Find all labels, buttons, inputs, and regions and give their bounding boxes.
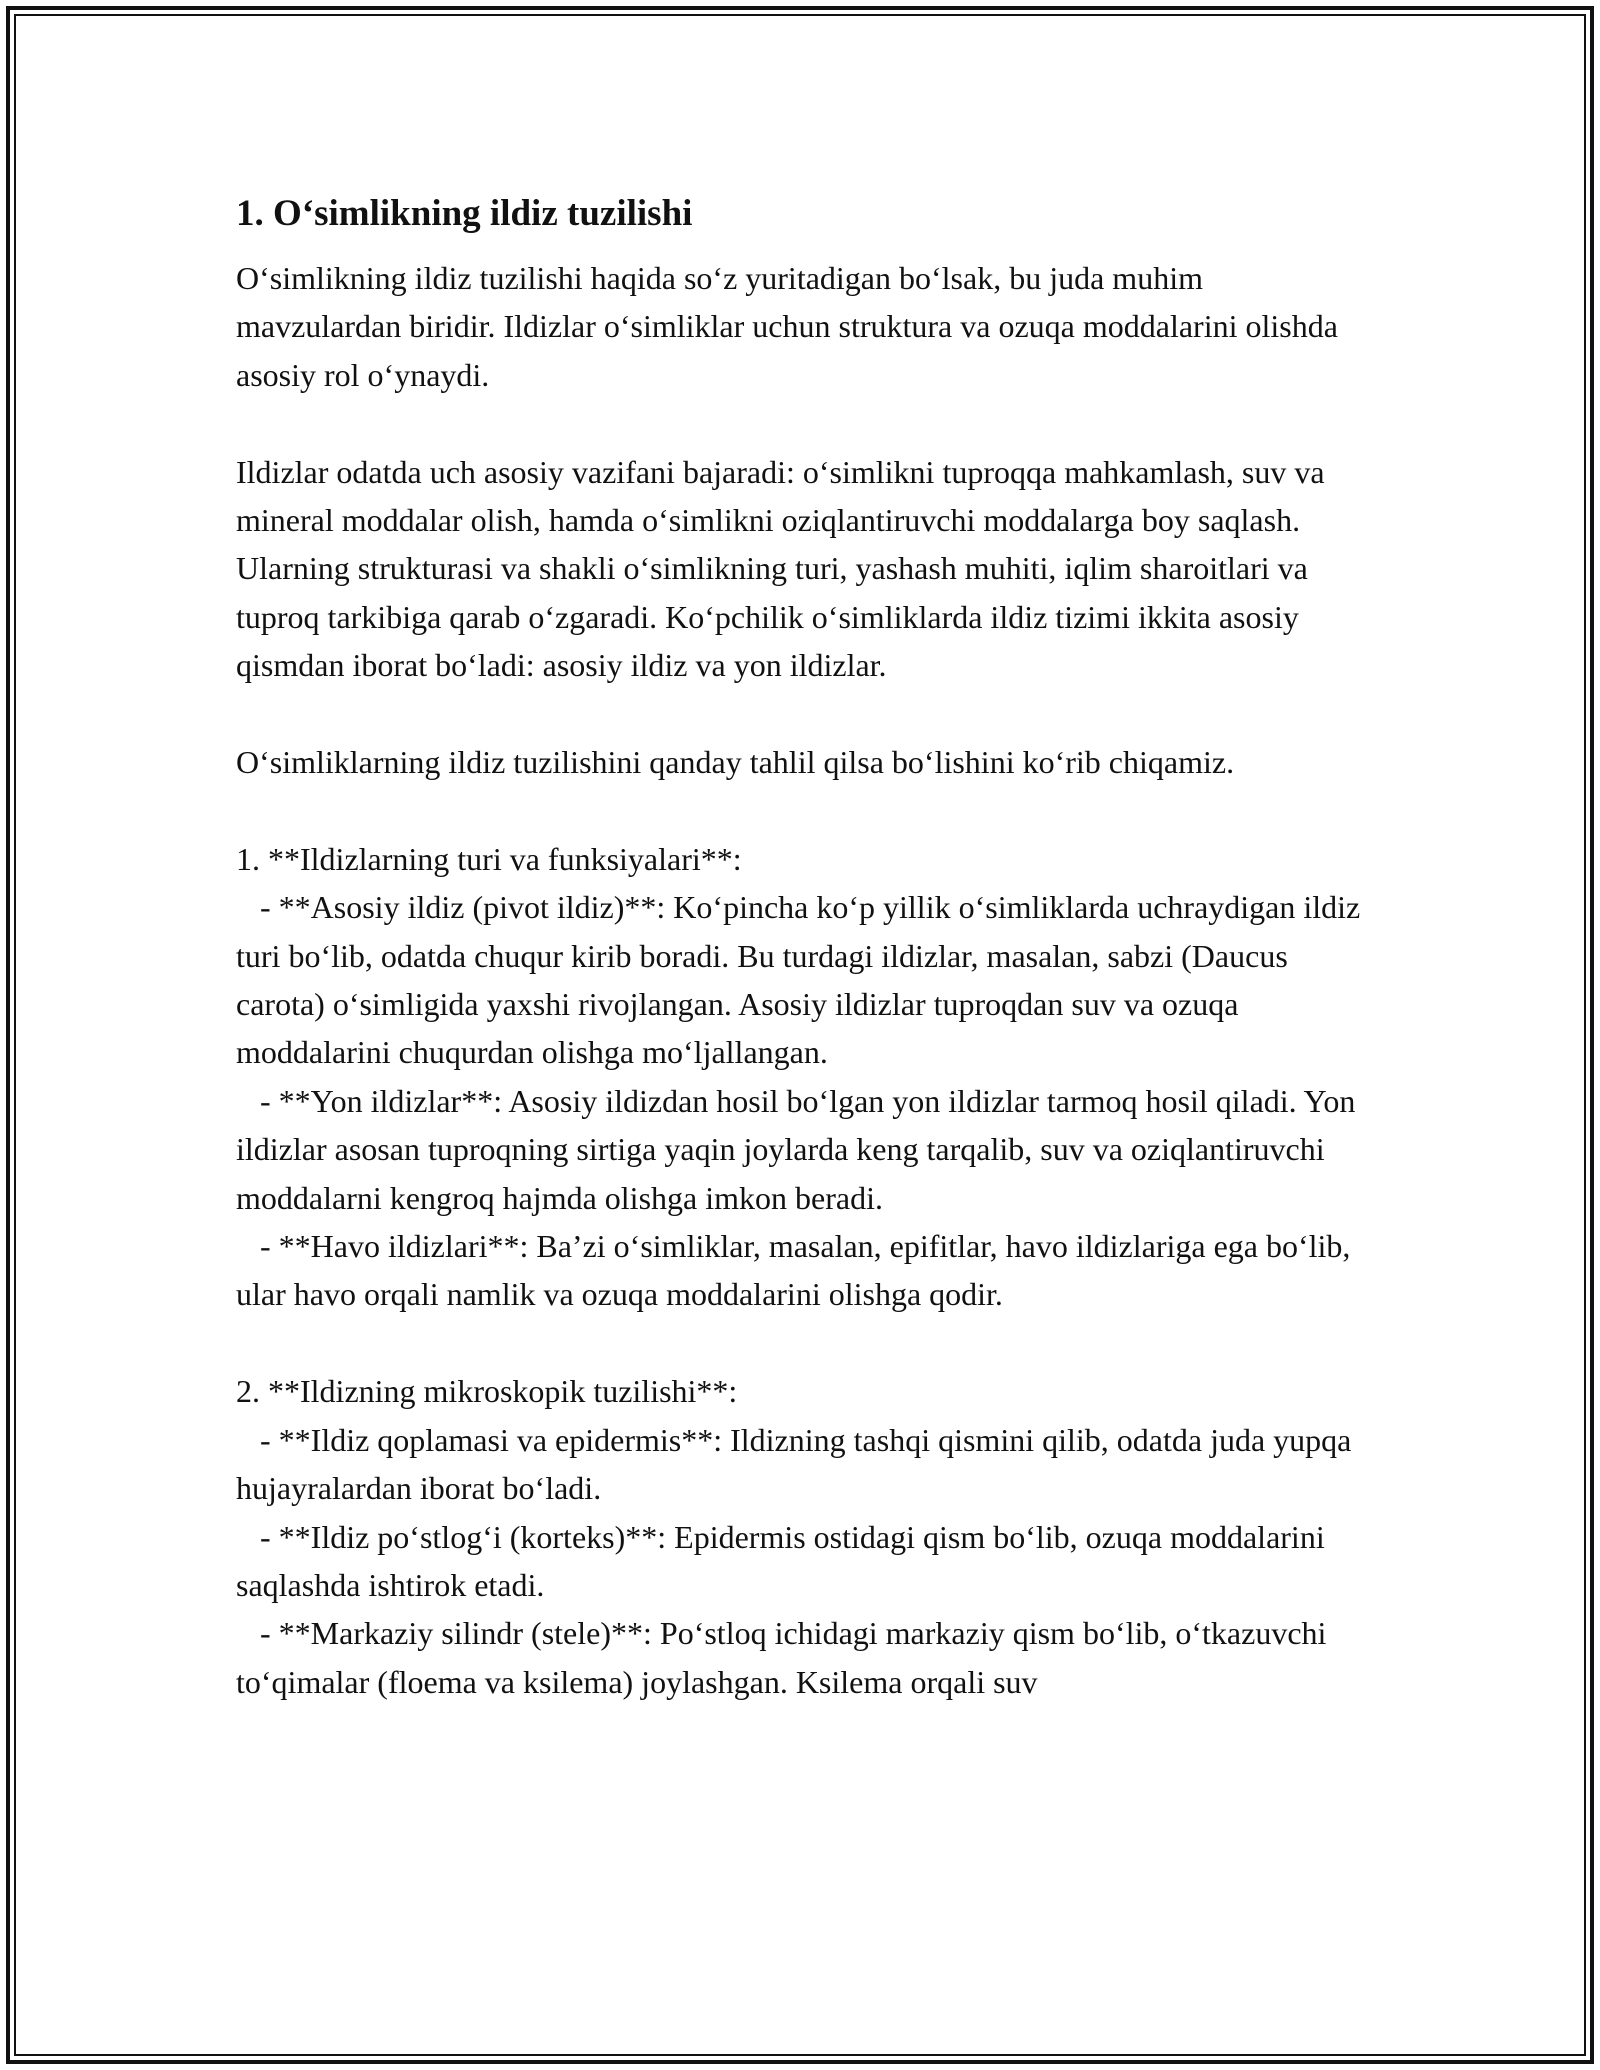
list-item: - **Markaziy silindr (stele)**: Po‘stloq ichidagi markaziy qism bo‘lib, o‘tkazuvchi to‘qimalar (floema va ksilema) joylashgan. Ksilema orqali suv [236,1615,1335,1700]
list-item: - **Yon ildizlar**: Asosiy ildizdan hosil bo‘lgan yon ildizlar tarmoq hosil qiladi. Yon ildizlar asosan tuproqning sirtiga yaqin joylarda keng tarqalib, suv va oziqlantiruvchi moddalarni kengroq hajmda olishga imkon beradi. [236,1082,1364,1216]
list-item: - **Asosiy ildiz (pivot ildiz)**: Ko‘pincha ko‘p yillik o‘simliklarda uchraydigan ildiz turi bo‘lib, odatda chuqur kirib boradi. Bu turdagi ildizlar, masalan, sabzi (Daucus carota) o‘simligida yaxshi rivojlangan. Asosiy ildizlar tuproqdan suv va ozuqa moddalarini chuqurdan olishga mo‘ljallangan. [236,889,1369,1071]
list-item: - **Ildiz po‘stlog‘i (korteks)**: Epidermis ostidagi qism bo‘lib, ozuqa moddalarini saqlashda ishtirok etadi. [236,1518,1333,1603]
paragraph-gap [236,690,1366,738]
intro-paragraph: Ildizlar odatda uch asosiy vazifani bajaradi: o‘simlikni tuproqqa mahkamlash, suv va mineral moddalar olish, hamda o‘simlikni oziqlantiruvchi moddalarga boy saqlash. Ularning strukturasi va shakli o‘simlikning turi, yashash muhiti, iqlim sharoitlari va tuproq tarkibiga qarab o‘zgaradi. Ko‘pchilik o‘simliklarda ildiz tizimi ikkita asosiy qismdan iborat bo‘ladi: asosiy ildiz va yon ildizlar. [236,453,1333,684]
section-root-microscopic [236,1367,1366,1706]
intro-paragraph: O‘simliklarning ildiz tuzilishini qanday tahlil qilsa bo‘lishini ko‘rib chiqamiz. [236,744,1235,781]
paragraph-gap [236,786,1366,834]
section-heading: 1. **Ildizlarning turi va funksiyalari**: [236,840,742,877]
list-item: - **Ildiz qoplamasi va epidermis**: Ildizning tashqi qismini qilib, odatda juda yupqa hujayralardan iborat bo‘ladi. [236,1421,1360,1507]
paragraph-gap [236,1319,1366,1367]
document-title: 1. O‘simlikning ildiz tuzilishi [236,193,693,234]
document-page [236,186,1369,1706]
section-root-types [236,835,1369,1319]
paragraph-gap [236,399,1366,447]
intro-paragraph: O‘simlikning ildiz tuzilishi haqida so‘z yuritadigan bo‘lsak, bu juda muhim mavzulardan biridir. Ildizlar o‘simliklar uchun struktura va ozuqa moddalarini olishda asosiy rol o‘ynaydi. [236,260,1346,393]
list-item: - **Havo ildizlari**: Ba’zi o‘simliklar, masalan, epifitlar, havo ildizlariga ega bo‘lib, ular havo orqali namlik va ozuqa moddalarini olishga qodir. [236,1228,1359,1313]
document-body [236,254,1369,1706]
section-heading: 2. **Ildizning mikroskopik tuzilishi**: [236,1373,738,1410]
